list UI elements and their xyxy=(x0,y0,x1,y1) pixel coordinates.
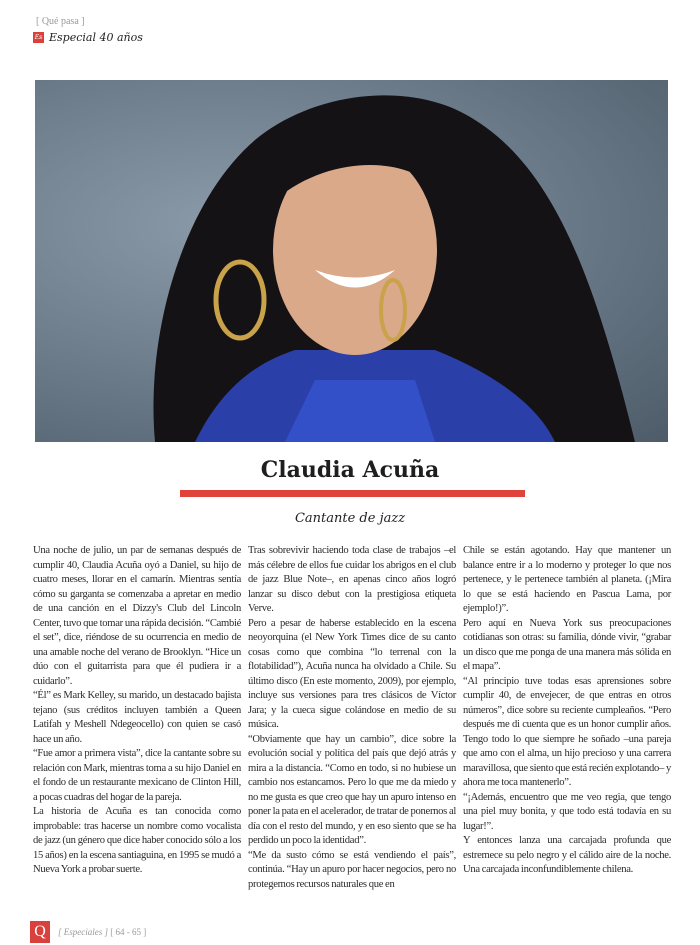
page-numbers: [ 64 - 65 ] xyxy=(110,927,147,937)
special-badge-icon: Es xyxy=(34,34,43,41)
folio xyxy=(58,927,146,937)
paragraph: “Obviamente que hay un cambio”, dice sobre la evolución social y política del país que dejó atrás y mira a la distancia. “Como en todo, si no hubiese un cambio nos estancamos. Pero lo que me da miedo y no me gusta es que creo que hay un apuro intenso en poner la pata en el acelerador, de tratar de ponernos al día con el resto del mundo, y en eso siento que se ha perdido un poco la identidad”. xyxy=(248,733,456,846)
paragraph: Pero a pesar de haberse establecido en la escena neoyorquina (el New York Times dice de su canto cosas como que combina “lo terrenal con la flotabilidad”), Acuña nunca ha olvidado a Chile. Su último disco (En este momento, 2009), por ejemplo, incluye sus versiones para tres clásicos de Víctor Jara; y la cueca sigue colándose en medio de su música. xyxy=(248,617,456,730)
paragraph: “¡Además, encuentro que me veo regia, que tengo una piel muy bonita, y que todo está todavía en su lugar!”. xyxy=(463,791,671,832)
paragraph: Chile se están agotando. Hay que mantener un balance entre ir a lo moderno y proteger lo que nos pertenece, y le pertenece también al planeta. (¡Mira lo que se está haciendo en Pascua Lama, por ejemplo!)”. xyxy=(463,545,671,614)
title-divider xyxy=(180,490,525,497)
section-label: [ Qué pasa ] xyxy=(36,16,85,27)
special-title: Especial 40 años xyxy=(49,31,143,44)
paragraph: Tras sobrevivir haciendo toda clase de trabajos –el más célebre de ellos fue cuidar los abrigos en el club de jazz Blue Note–, en apenas cinco años logró lanzar su disco debut con la prestigiosa etiqueta Verve. xyxy=(248,545,456,614)
paragraph: “Fue amor a primera vista”, dice la cantante sobre su relación con Mark, mientras toma a su hijo Daniel en el fondo de un restaurante mexicano de Clinton Hill, a pocas cuadras del hogar de la pareja. xyxy=(33,748,241,803)
paragraph: La historia de Acuña es tan conocida como improbable: tras hacerse un nombre como vocalista de jazz (un género que dice haber conocido sólo a los 15 años) en la escena santiaguina, en 1995 se mudó a Nueva York a probar suerte. xyxy=(33,806,241,875)
paragraph: Y entonces lanza una carcajada profunda que estremece su pelo negro y el cálido aire de la noche. Una carcajada inconfundiblemente chilena. xyxy=(463,835,671,875)
portrait-photo xyxy=(35,80,668,442)
article-subtitle: Cantante de jazz xyxy=(294,511,406,526)
paragraph: Una noche de julio, un par de semanas después de cumplir 40, Claudia Acuña oyó a Daniel, su hijo de cuatro meses, llorar en el camarín. Mientras sentía cómo su garganta se comenzaba a apretar en medio de una canción en el Dizzy's Club del Lincoln Center, tuvo que tomar una rápida decisión. “Cambié el set”, dice, riéndose de su ocurrencia en medio de una amable noche del verano de Brooklyn. “Hice un dúo con el guitarrista para que él pudiera ir a cuidarlo”. xyxy=(33,545,241,687)
article-column-1 xyxy=(33,544,241,878)
magazine-logo-icon: Q xyxy=(30,921,50,943)
footer-section: [ Especiales ] xyxy=(58,927,108,937)
paragraph: “Al principio tuve todas esas aprensiones sobre cumplir 40, de envejecer, de que entras en otros números”, dice sobre su reciente cumpleaños. “Pero después me di cuenta que es un honor cumplir años. Tengo todo lo que siempre he soñado –una pareja que amo con el alma, un hijo precioso y una carrera maravillosa, que siento que está recién explotando– y ahora me toca mantenerlo”. xyxy=(463,675,671,788)
paragraph: Pero aquí en Nueva York sus preocupaciones cotidianas son otras: su familia, dónde vivir, “grabar un disco que me ponga de una manera más sólida en el mapa”. xyxy=(463,617,671,672)
paragraph: “Él” es Mark Kelley, su marido, un destacado bajista tejano (sus créditos incluyen también a Queen Latifah y Meshell Ndegeocello) con quien se casó hace un año. xyxy=(33,690,241,745)
article-title: Claudia Acuña xyxy=(260,457,440,483)
special-edition-label xyxy=(33,31,143,44)
article-column-3 xyxy=(463,544,671,878)
page-footer xyxy=(30,921,146,943)
paragraph: “Me da susto cómo se está vendiendo el país”, continúa. “Hay un apuro por hacer negocios, pero no protegemos recursos naturales que en xyxy=(248,849,456,890)
article-column-2 xyxy=(248,544,456,892)
